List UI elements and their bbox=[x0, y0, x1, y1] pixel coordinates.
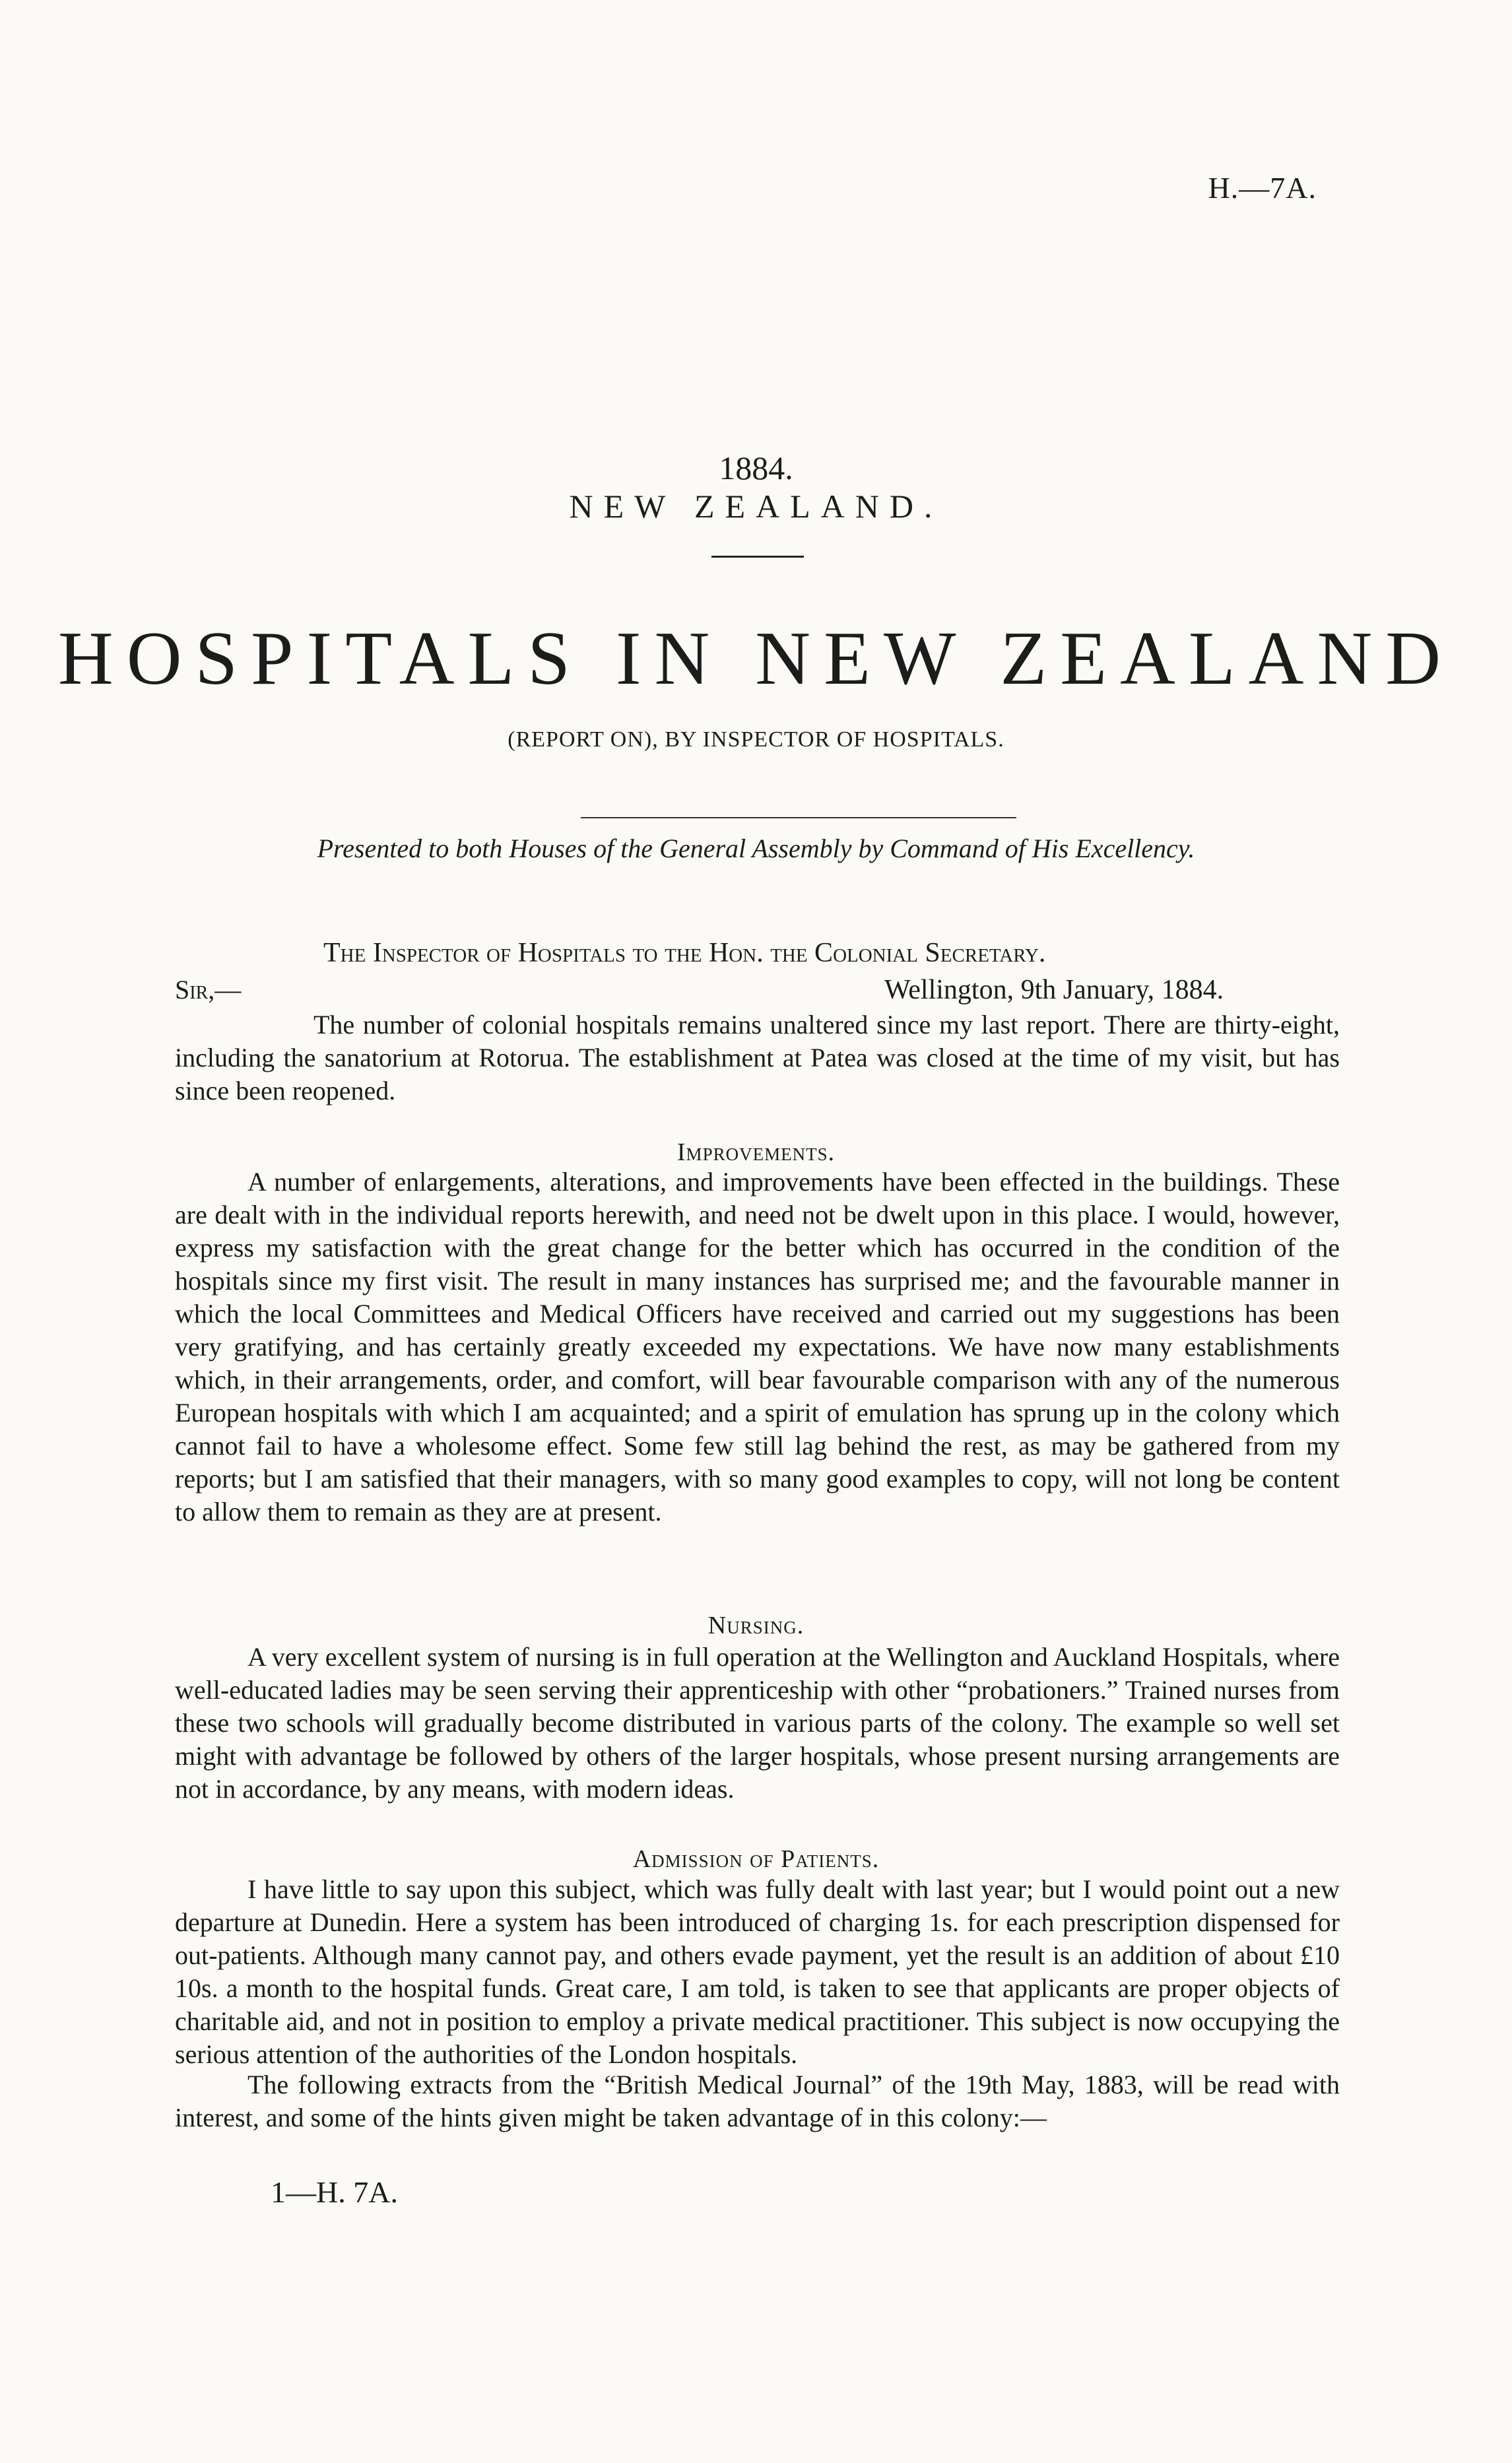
year: 1884. bbox=[719, 449, 793, 486]
dateline: Wellington, 9th January, 1884. bbox=[884, 975, 1224, 1005]
paragraph-nursing: A very excellent system of nursing is in full operation at the Wellington and Auckland Hospitals, where well-educated ladies may be seen serving their apprenticeship with other “probationers.” Trained nurses from these two schools will gradually become distributed in various parts of the colony. The example so well set might with advantage be followed by others of the larger hospitals, whose present nursing arrangements are not in accordance, by any means, with modern ideas. bbox=[175, 1642, 1340, 1804]
paragraph-improvements: A number of enlargements, alterations, and improvements have been effected in the buildings. These are dealt with in the individual reports herewith, and need not be dwelt upon in this place. I would, however, express my satisfaction with the great change for the better which has occurred in the condition of the hospitals since my first visit. The result in many instances has surprised me; and the favourable manner in which the local Committees and Medical Officers have received and carried out my suggestions has been very gratifying, and has certainly greatly exceeded my expectations. We have now many establishments which, in their arrangements, order, and comfort, will bear favourable comparison with any of the numerous European hospitals with which I am acquainted; and a spirit of emulation has sprung up in the colony which cannot fail to have a wholesome effect. Some few still lag behind the rest, as may be gathered from my reports; but I am satisfied that their managers, with so many good examples to copy, will not long be content to allow them to remain as they are at present. bbox=[175, 1167, 1340, 1527]
document-title: HOSPITALS IN NEW ZEALAND bbox=[58, 616, 1454, 701]
page-reference-footer: 1—H. 7A. bbox=[271, 2175, 398, 2209]
paragraph-admission: I have little to say upon this subject, which was fully dealt with last year; but I would point out a new departure at Dunedin. Here a system has been introduced of charging 1s. for each prescription dispensed for out-patients. Although many cannot pay, and others evade payment, yet the result is an addition of about £10 10s. a month to the hospital funds. Great care, I am told, is taken to see that applicants are proper objects of charitable aid, and not in position to employ a private medical practitioner. This subject is now occupying the serious attention of the authorities of the London hospitals. bbox=[175, 1874, 1340, 2069]
paragraph-extracts: The following extracts from the “British Medical Journal” of the 19th May, 1883, will be read with interest, and some of the hints given might be taken advantage of in this colony:— bbox=[175, 2070, 1340, 2132]
presented-line: Presented to both Houses of the General Assembly by Command of His Excellency. bbox=[317, 834, 1195, 863]
salutation-sir: Sir,— bbox=[175, 975, 242, 1004]
long-divider bbox=[581, 817, 1016, 818]
heading-nursing: Nursing. bbox=[707, 1612, 805, 1639]
country: NEW ZEALAND. bbox=[569, 488, 943, 525]
short-divider bbox=[711, 556, 804, 558]
document-subtitle: (REPORT ON), BY INSPECTOR OF HOSPITALS. bbox=[508, 727, 1004, 752]
heading-improvements: Improvements. bbox=[676, 1138, 836, 1166]
document-reference-top: H.—7A. bbox=[1208, 171, 1317, 205]
heading-admission: Admission of Patients. bbox=[632, 1845, 880, 1873]
paragraph-intro: The number of colonial hospitals remains unaltered since my last report. There are thirty-eight, including the sanatorium at Rotorua. The establishment at Patea was closed at the time of my visit, but has since been reopened. bbox=[175, 1010, 1340, 1105]
salutation-line: The Inspector of Hospitals to the Hon. the Colonial Secretary. bbox=[323, 938, 1046, 968]
